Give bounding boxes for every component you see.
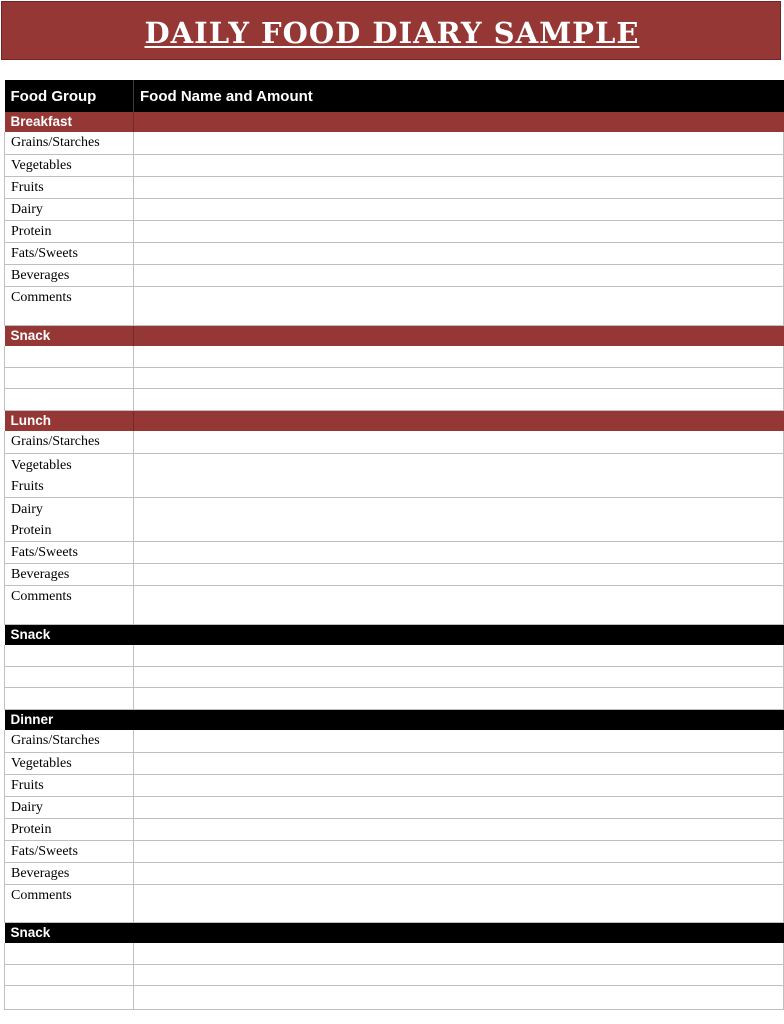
food-group-cell: Comments	[5, 286, 134, 325]
section-label-snack: Snack	[5, 624, 134, 645]
food-group-cell	[5, 453, 134, 497]
comments-entry-cell[interactable]	[134, 286, 784, 325]
comments-entry-cell[interactable]	[134, 884, 784, 922]
food-entry-cell[interactable]	[134, 688, 784, 710]
section-breakfast	[5, 112, 784, 132]
food-group-label: Vegetables	[11, 457, 72, 473]
food-group-cell	[5, 943, 134, 965]
table-row	[5, 198, 784, 220]
food-entry-cell[interactable]	[134, 818, 784, 840]
section-label-dinner: Dinner	[5, 710, 134, 731]
table-row	[5, 986, 784, 1010]
food-group-cell	[5, 368, 134, 389]
food-entry-cell[interactable]	[134, 264, 784, 286]
food-group-cell: Vegetables	[5, 752, 134, 774]
table-row	[5, 431, 784, 453]
food-entry-cell[interactable]	[134, 220, 784, 242]
table-row	[5, 286, 784, 325]
food-entry-cell[interactable]	[134, 667, 784, 688]
food-entry-cell[interactable]	[134, 986, 784, 1010]
table-row	[5, 264, 784, 286]
table-row	[5, 132, 784, 154]
food-entry-cell[interactable]	[134, 796, 784, 818]
table-row	[5, 176, 784, 198]
food-group-cell	[5, 497, 134, 541]
food-group-cell	[5, 389, 134, 411]
food-entry-cell[interactable]	[134, 752, 784, 774]
table-row	[5, 943, 784, 965]
food-group-label: Protein	[11, 522, 52, 538]
food-entry-cell[interactable]	[134, 198, 784, 220]
table-row	[5, 154, 784, 176]
header-food-name-amount: Food Name and Amount	[134, 80, 784, 112]
section-lunch	[5, 411, 784, 432]
food-group-label: Fruits	[11, 478, 44, 494]
food-group-cell: Vegetables	[5, 154, 134, 176]
food-group-cell: Protein	[5, 220, 134, 242]
food-group-cell: Dairy	[5, 198, 134, 220]
table-row	[5, 818, 784, 840]
food-group-cell: Comments	[5, 585, 134, 624]
food-group-cell: Protein	[5, 818, 134, 840]
food-entry-cell[interactable]	[134, 132, 784, 154]
table-row	[5, 220, 784, 242]
table-row	[5, 730, 784, 752]
food-entry-cell[interactable]	[134, 346, 784, 368]
table-row	[5, 862, 784, 884]
food-group-cell	[5, 667, 134, 688]
table-row	[5, 541, 784, 563]
food-entry-cell[interactable]	[134, 645, 784, 667]
food-group-cell: Beverages	[5, 862, 134, 884]
header-food-group: Food Group	[5, 80, 134, 112]
section-snack-afternoon	[5, 624, 784, 645]
food-group-cell: Fats/Sweets	[5, 840, 134, 862]
food-group-cell	[5, 645, 134, 667]
section-dinner	[5, 710, 784, 731]
food-diary-table	[4, 80, 784, 1010]
food-group-cell: Fruits	[5, 774, 134, 796]
food-entry-cell[interactable]	[134, 563, 784, 585]
section-label-lunch: Lunch	[5, 411, 134, 432]
food-entry-cell[interactable]	[134, 176, 784, 198]
title-banner	[1, 1, 781, 60]
table-row	[5, 840, 784, 862]
comments-entry-cell[interactable]	[134, 585, 784, 624]
food-entry-cell[interactable]	[134, 943, 784, 965]
food-group-cell: Beverages	[5, 563, 134, 585]
table-row	[5, 585, 784, 624]
table-row	[5, 752, 784, 774]
page-title: DAILY FOOD DIARY SAMPLE	[144, 16, 640, 50]
table-header-row	[5, 80, 784, 112]
table-row	[5, 774, 784, 796]
section-label-snack: Snack	[5, 325, 134, 346]
food-entry-cell[interactable]	[134, 774, 784, 796]
table-row	[5, 884, 784, 922]
food-entry-cell[interactable]	[134, 840, 784, 862]
table-row	[5, 796, 784, 818]
food-group-cell	[5, 346, 134, 368]
table-row	[5, 497, 784, 541]
food-group-cell: Comments	[5, 884, 134, 922]
food-group-cell: Fats/Sweets	[5, 541, 134, 563]
food-group-cell: Beverages	[5, 264, 134, 286]
food-group-cell	[5, 688, 134, 710]
table-row	[5, 645, 784, 667]
food-group-cell: Grains/Starches	[5, 431, 134, 453]
food-entry-cell[interactable]	[134, 431, 784, 453]
food-entry-cell[interactable]	[134, 541, 784, 563]
food-entry-cell[interactable]	[134, 453, 784, 497]
table-row	[5, 965, 784, 986]
food-entry-cell[interactable]	[134, 730, 784, 752]
food-group-cell: Dairy	[5, 796, 134, 818]
food-group-label: Dairy	[11, 501, 43, 517]
food-group-cell: Fruits	[5, 176, 134, 198]
section-label-snack: Snack	[5, 922, 134, 943]
food-group-cell: Grains/Starches	[5, 730, 134, 752]
table-row	[5, 389, 784, 411]
food-group-cell: Grains/Starches	[5, 132, 134, 154]
section-snack-morning	[5, 325, 784, 346]
table-row	[5, 688, 784, 710]
food-entry-cell[interactable]	[134, 242, 784, 264]
food-entry-cell[interactable]	[134, 389, 784, 411]
food-entry-cell[interactable]	[134, 965, 784, 986]
food-entry-cell[interactable]	[134, 497, 784, 541]
table-row	[5, 346, 784, 368]
table-row	[5, 563, 784, 585]
food-group-cell: Fats/Sweets	[5, 242, 134, 264]
food-group-cell	[5, 965, 134, 986]
food-entry-cell[interactable]	[134, 154, 784, 176]
table-row	[5, 667, 784, 688]
table-row	[5, 453, 784, 497]
table-row	[5, 368, 784, 389]
food-entry-cell[interactable]	[134, 368, 784, 389]
food-entry-cell[interactable]	[134, 862, 784, 884]
food-group-cell	[5, 986, 134, 1010]
section-snack-evening	[5, 922, 784, 943]
table-row	[5, 242, 784, 264]
section-label-breakfast: Breakfast	[5, 112, 134, 132]
